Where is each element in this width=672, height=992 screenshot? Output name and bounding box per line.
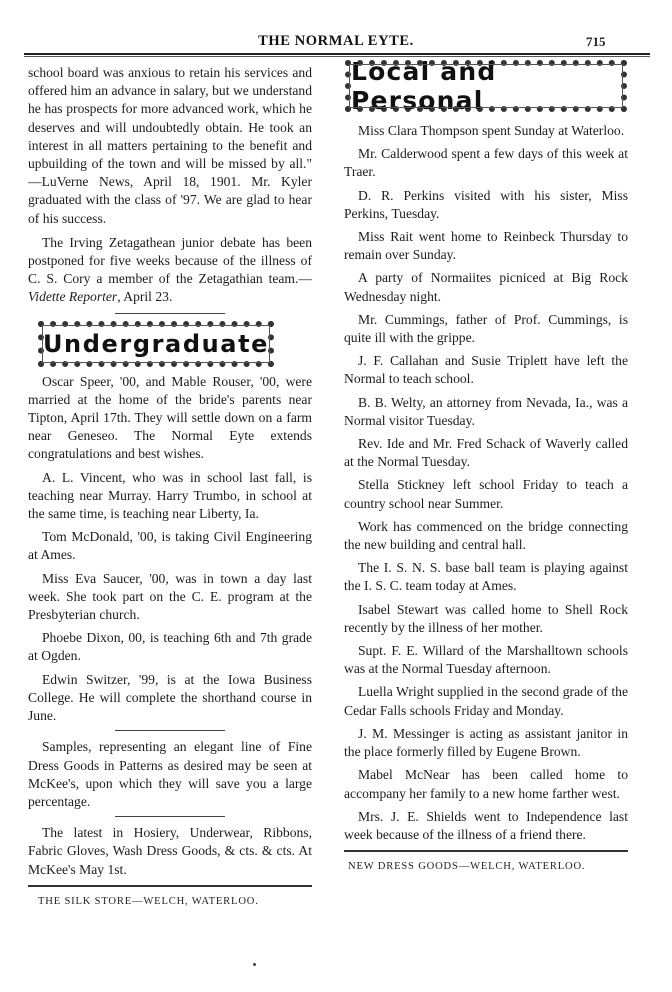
- source-citation: Vidette Reporter: [28, 289, 118, 305]
- news-item: Mrs. J. E. Shields went to Independence last week because of the illness of a friend there.: [344, 808, 628, 842]
- news-item: Luella Wright supplied in the second grade of the Cedar Falls schools Friday and Monday.: [344, 684, 628, 718]
- news-item: D. R. Perkins visited with his sister, Miss Perkins, Tuesday.: [344, 187, 628, 221]
- footer-advertisement: THE SILK STORE—WELCH, WATERLOO.: [38, 895, 259, 907]
- news-item: B. B. Welty, an attorney from Nevada, Ia., was a Normal visitor Tuesday.: [344, 394, 628, 428]
- print-speck: [253, 963, 256, 966]
- banner-title: Local and Personal: [351, 57, 497, 115]
- footer-rule: [344, 850, 628, 852]
- left-column: [28, 64, 312, 907]
- continued-article: school board was anxious to retain his services and offered him an advance in salary, but we understand he has prospects for more advanced work, which he deserves and will undoubtedly obtain. He took an interest in all matters pertaining to the benefit and upbuilding of the town and will be missed by all." —LuVerne News, April 18, 1901. Mr. Kyler graduated with the class of '97. We are glad to hear of his success.: [28, 65, 312, 226]
- news-item: A party of Normaiites picniced at Big Rock Wednesday night.: [344, 270, 628, 304]
- news-item: Mabel McNear has been called home to accompany her family to a new home farther west.: [344, 767, 628, 801]
- news-item: Miss Clara Thompson spent Sunday at Waterloo.: [358, 123, 625, 138]
- news-item: Mr. Cummings, father of Prof. Cummings, is quite ill with the grippe.: [344, 311, 628, 346]
- ad-divider: [115, 730, 225, 731]
- local-and-personal-banner: [345, 57, 627, 115]
- debate-text: The Irving Zetagathean junior debate has been postponed for five weeks because of the illness of C. S. Cory a member of the Zetagathian team.—: [28, 234, 312, 287]
- page-number: 715: [586, 34, 606, 49]
- advertisement: The latest in Hosiery, Underwear, Ribbons, Fabric Gloves, Wash Dress Goods, & cts. & cts. At McKee's May 1st.: [28, 825, 312, 877]
- news-item: Work has commenced on the bridge connecting the new building and central hall.: [344, 518, 628, 553]
- footer-advertisement: NEW DRESS GOODS—WELCH, WATERLOO.: [348, 861, 586, 873]
- news-item: Tom McDonald, '00, is taking Civil Engineering at Ames.: [28, 529, 312, 563]
- right-column: [344, 57, 628, 873]
- news-item: Rev. Ide and Mr. Fred Schack of Waverly called at the Normal Tuesday.: [344, 436, 628, 470]
- source-date: , April 23.: [117, 289, 173, 305]
- news-item: Miss Rait went home to Reinbeck Thursday to remain over Sunday.: [344, 229, 628, 263]
- publication-title: THE NORMAL EYTE.: [258, 33, 414, 49]
- undergraduate-banner: [38, 321, 274, 367]
- banner-title: Undergraduate: [42, 329, 270, 358]
- advertisement: Samples, representing an elegant line of Fine Dress Goods in Patterns as desired may be seen at McKee's, upon which they will save you a large percentage.: [28, 739, 312, 809]
- running-head: [0, 33, 672, 51]
- news-item: The I. S. N. S. base ball team is playing against the I. S. C. team today at Ames.: [344, 560, 628, 594]
- ad-divider: [115, 816, 225, 817]
- news-item: Miss Eva Saucer, '00, was in town a day last week. She took part on the C. E. program at the Presbyterian church.: [28, 570, 312, 623]
- news-item: Stella Stickney left school Friday to teach a country school near Summer.: [344, 477, 628, 511]
- section-divider: [115, 313, 225, 314]
- footer-rule: [28, 885, 312, 887]
- news-item: J. F. Callahan and Susie Triplett have left the Normal to teach school.: [344, 353, 628, 387]
- debate-notice: [28, 234, 312, 307]
- news-item: A. L. Vincent, who was in school last fall, is teaching near Murray. Harry Trumbo, in school at the same time, is teaching near Liberty, Ia.: [28, 469, 312, 522]
- news-item: Mr. Calderwood spent a few days of this week at Traer.: [344, 146, 628, 180]
- news-item: Isabel Stewart was called home to Shell Rock recently by the illness of her mother.: [344, 601, 628, 635]
- news-item: Supt. F. E. Willard of the Marshalltown schools was at the Normal Tuesday afternoon.: [344, 643, 628, 677]
- news-item: Edwin Switzer, '99, is at the Iowa Business College. He will complete the shorthand course in June.: [28, 671, 312, 724]
- news-item: Oscar Speer, '00, and Mable Rouser, '00, were married at the home of the bride's parents near Tipton, April 17th. They will settle down on a farm near Geneseo. The Normal Eyte extends congratulations and best wishes.: [28, 373, 312, 462]
- news-item: J. M. Messinger is acting as assistant janitor in the place formerly filled by Eugene Brown.: [344, 725, 628, 760]
- news-item: Phoebe Dixon, 00, is teaching 6th and 7th grade at Ogden.: [28, 630, 312, 664]
